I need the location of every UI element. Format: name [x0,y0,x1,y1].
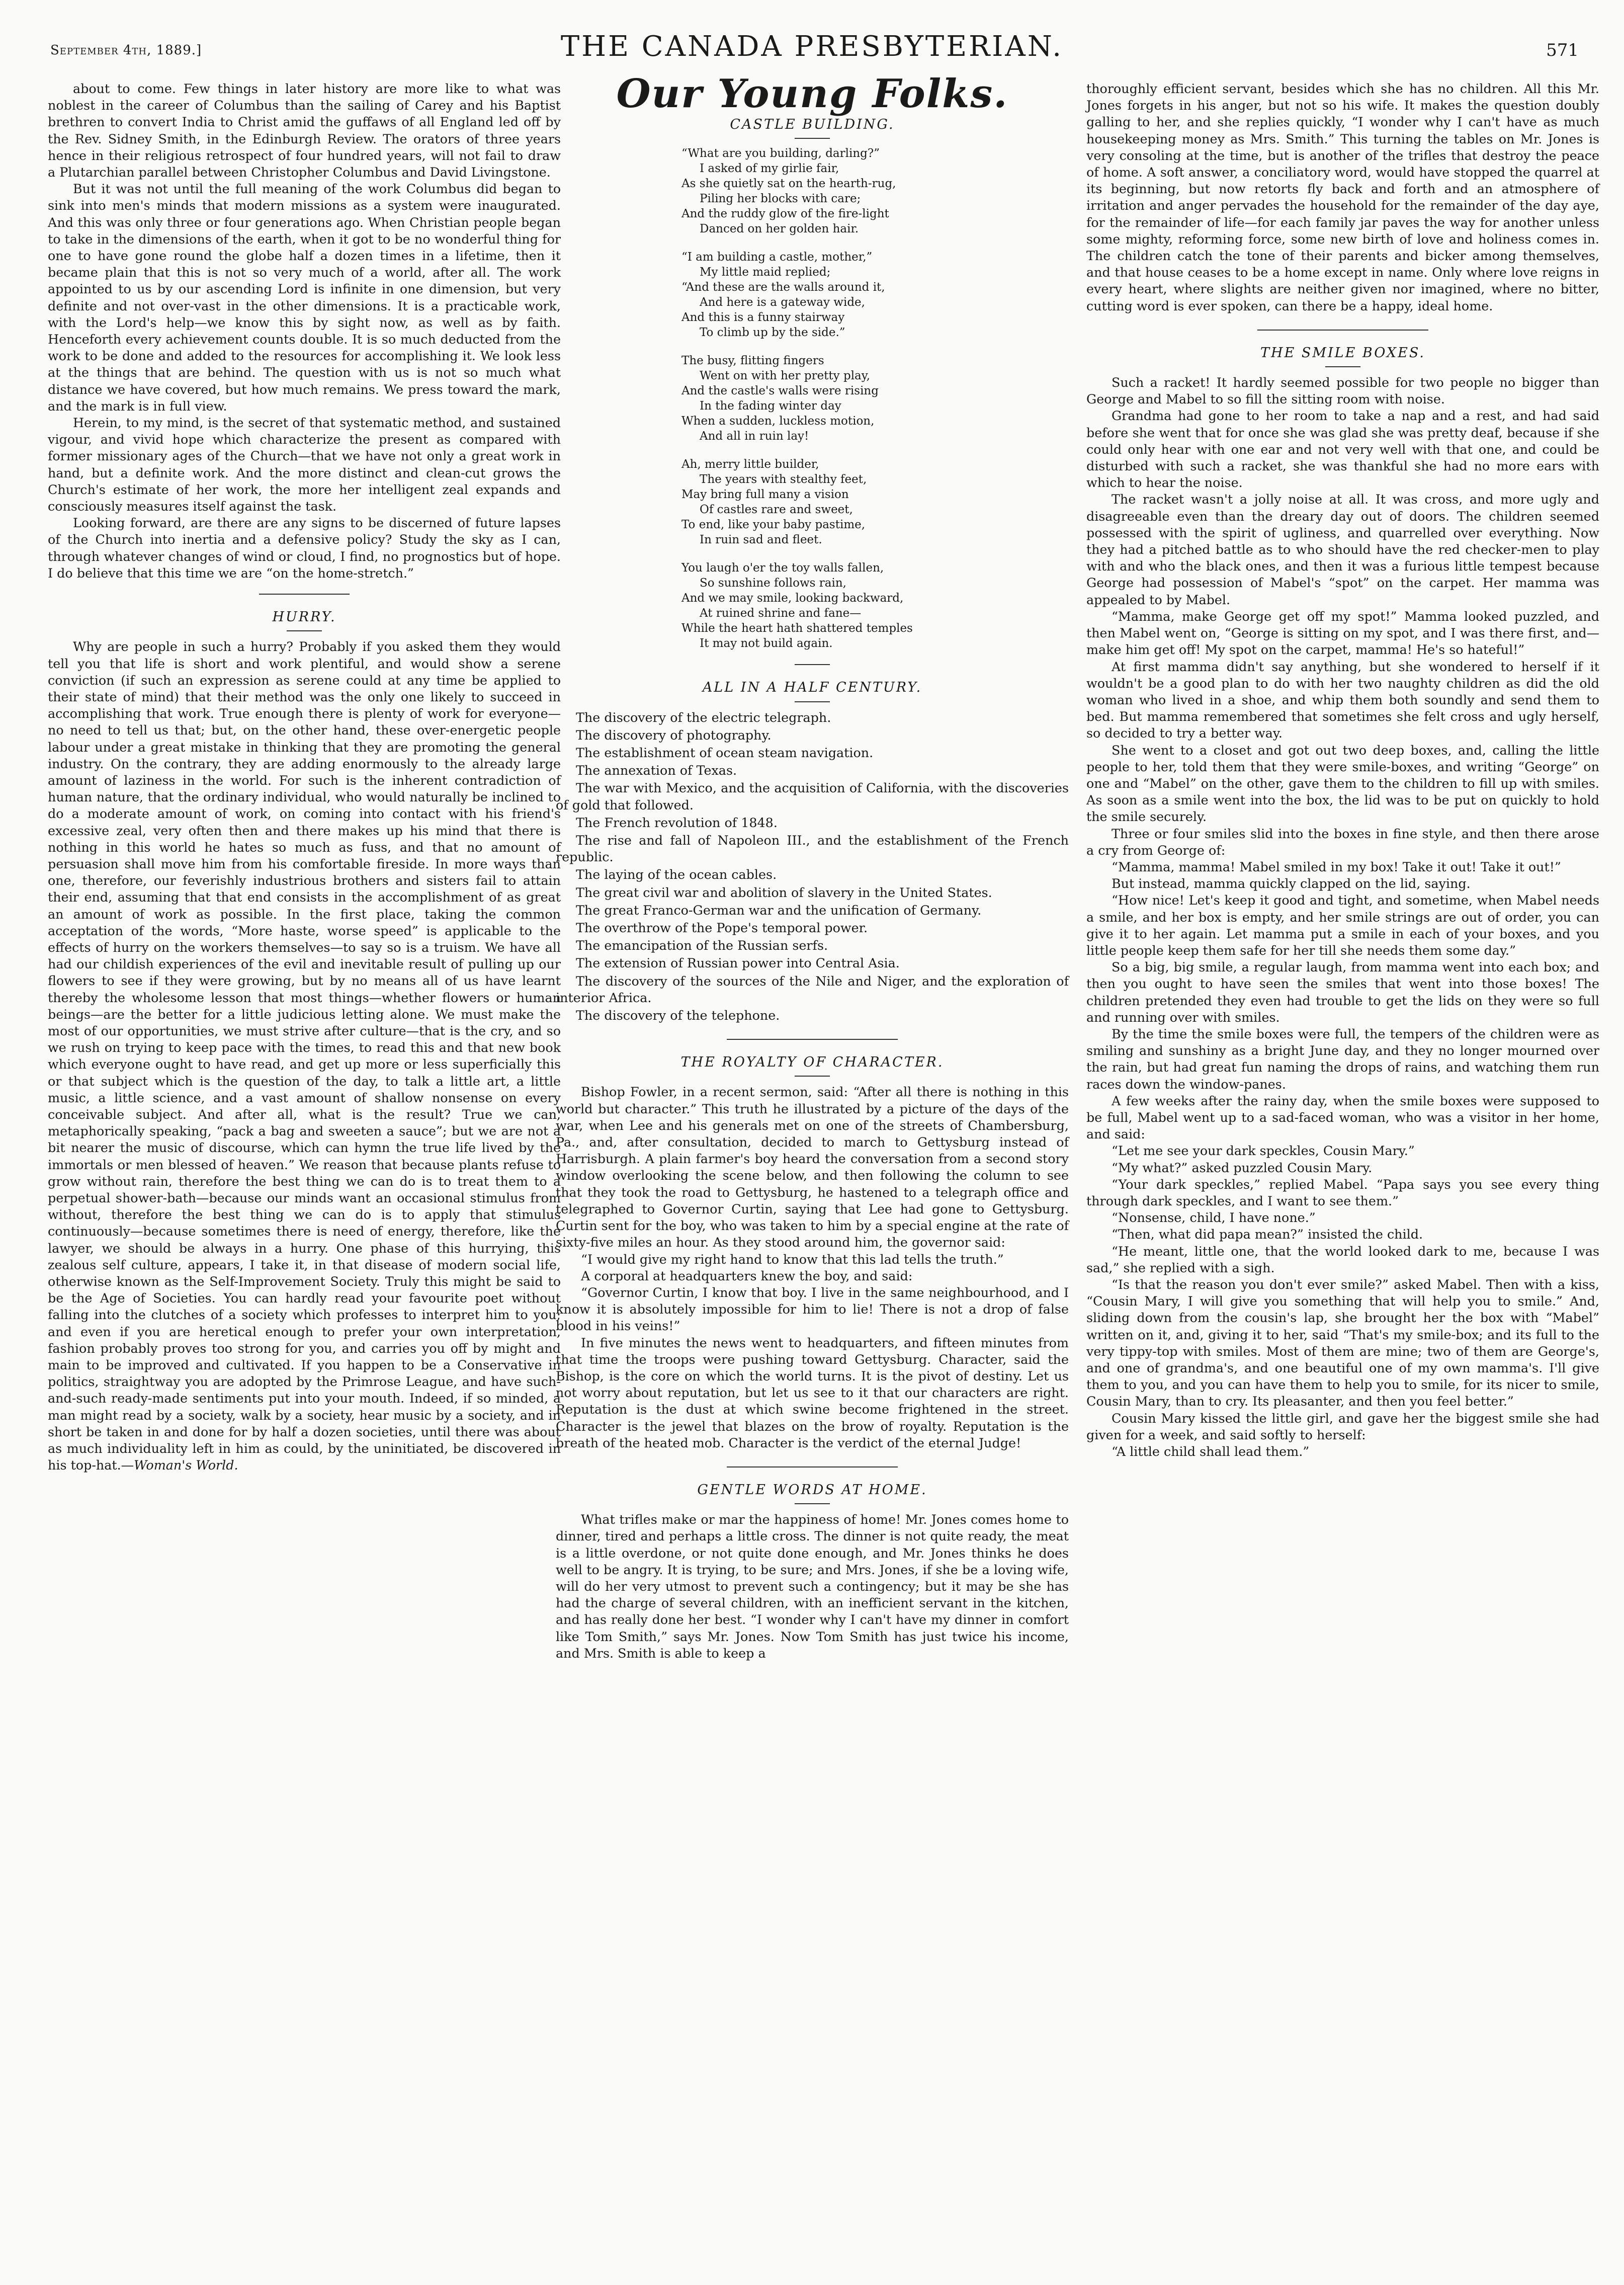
poem-line: The years with stealthy feet, [700,473,867,486]
poem-line: And we may smile, looking backward, [681,592,904,605]
list-item: The extension of Russian power into Central Asia. [576,955,900,971]
paragraph: By the time the smile boxes were full, the tempers of the children were as smiling and sunshiny as a bright June day, and they no longer mourned over the rain, but had great fun naming the drops of rains, and watching them run races down the window-panes. [1086,1026,1599,1092]
missions-article-continuation [48,80,561,582]
paragraph: Why are people in such a hurry? Probably if you asked them they would tell you that life is short and work plentiful, and would show a serene conviction (if such an expression as serene could at any time be applied to their state of mind) that their method was the only one likely to succeed in accomplishing that work. True enough there is plenty of work for everyone—no need to tell us that; but, on the other hand, these over-energetic people labour under a great mistake in thinking that they are promoting the general industry. On the contrary, they are adding enormously to the already large amount of laziness in the world. For such is the inherent contradiction of human nature, that the ordinary individual, who would naturally be inclined to do a moderate amount of work, on coming into contact with his friend's excessive zeal, very often then and there makes up his mind that there is nothing in this world he hates so much as fuss, and that no amount of persuasion shall move him from his comfortable fireside. In more ways than one, therefore, our feverishly industrious brothers and sisters fail to attain their end, assuming that that end consists in the accomplishment of as great an amount of work as possible. In the first place, taking the common acceptation of the words, “More haste, worse speed” is applicable to the effects of hurry on the workers themselves—to say so is a truism. We have all had our childish experiences of the evil and inevitable result of pulling up our flowers to see if they were growing, but by no means all of us have learnt thereby the wholesome lesson that most things—whether flowers or human beings—are the better for a little judicious letting alone. We must make the most of our opportunities, we must strive after culture—that is the cry, and so we rush on trying to keep pace with the times, to read this and that new book which everyone ought to have read, and get up more or less superficially this or that subject which is the question of the day, to talk a little art, a little music, a little science, and a vast amount of shallow nonsense on every conceivable subject. And after all, what is the result? True we can, metaphorically speaking, “pack a bag and sweeten a sauce”; but we are not a bit nearer the music of discourse, which can hymn the true life lived by the immortals or men blessed of heaven.” We reason that because plants refuse to grow without rain, therefore the best thing we can do is to treat them to a perpetual shower-bath—because our minds want an occasional stimulus from without, therefore the best thing we can do is to apply that stimulus continuously—because sometimes there is need of energy, therefore, like the lawyer, we should be always in a hurry. One phase of this hurrying, this zealous self culture, appears, I take it, in that disease of modern social life, otherwise known as the Self-Improvement Society. Truly this might be said to be the Age of Societies. You can hardly read your favourite poet without falling into the clutches of a society which professes to interpret him to you; and even if you are heretical enough to prefer your own interpretation, fashion probably proves too strong for you, and carries you off by might and main to be improved and cultivated. If you happen to be a Conservative in politics, straightway you are adopted by the Primrose League, and have such-and-such ready-made sentiments put into your mouth. Indeed, if so minded, a man might read by a society, walk by a society, hear music by a society, and in short be taken in and done for by half a dozen societies, until there was about as much individuality left in him as could, by the uninitiated, be discovered in his top-hat.—Woman's World. [48,639,561,1473]
poem-line: And all in ruin lay! [700,430,809,443]
poem-line: Went on with her pretty play, [700,369,871,383]
paragraph: about to come. Few things in later history are more like to what was noblest in the career of Columbus than the sailing of Carey and his Baptist brethren to convert India to Christ amid the guffaws of all England led off by the Rev. Sidney Smith, in the Edinburgh Review. The orators of three years hence in their religious retrospect of four hundred years, will not fail to draw a Plutarchian parallel between Christopher Columbus and David Livingstone. [48,81,561,180]
list-item: The laying of the ocean cables. [576,867,777,882]
half-century-list [556,709,1069,1024]
section-title-gentle: GENTLE WORDS AT HOME. [697,1482,927,1498]
list-item: The great civil war and abolition of slavery in the United States. [576,884,992,900]
paragraph: In five minutes the news went to headquarters, and fifteen minutes from that time the troops were pushing toward Gettysburg. Character, said the Bishop, is the core on which the world turns. It is the pivot of destiny. Let us not worry about reputation, but let us see to it that our characters are right. Reputation is the dust at which swine become frightened in the street. Character is the jewel that blazes on the brow of royalty. Reputation is the breath of the heated mob. Character is the verdict of the eternal Judge! [556,1335,1069,1450]
list-item: The emancipation of the Russian serfs. [576,938,828,953]
page-header [30,28,1594,68]
poem-stanza [681,146,1069,236]
list-item: The great Franco-German war and the unification of Germany. [576,902,982,918]
poem-line: “And these are the walls around it, [681,281,885,294]
smile-boxes-article [1086,374,1599,1460]
paragraph: Grandma had gone to her room to take a nap and a rest, and had said before she went that for once she was glad she was pretty deaf, because if she could only hear with one ear and not very well with that one, and could be disturbed with such a racket, she was thankful she had no more ears with which to hear the noise. [1086,408,1599,491]
list-item: The discovery of photography. [576,727,772,743]
title-rule [795,1503,830,1504]
paragraph: A few weeks after the rainy day, when the smile boxes were supposed to be full, Mabel went up to a sad-faced woman, who was a visitor in her home, and said: [1086,1093,1599,1142]
paragraph: “Nonsense, child, I have none.” [1112,1210,1316,1226]
title-rule [795,138,830,139]
poem-line: And here is a gateway wide, [700,296,865,309]
castle-building-poem [681,146,1069,651]
paragraph: A corporal at headquarters knew the boy, and said: [581,1268,913,1283]
paragraph: “My what?” asked puzzled Cousin Mary. [1112,1160,1373,1175]
paragraph: At first mamma didn't say anything, but she wondered to herself if it wouldn't be a good plan to do with her two naughty children as did the old woman who lived in a shoe, and whip them both soundly and send them to bed. But mamma remembered that sometimes she felt cross and ugly herself, so decided to try a better way. [1086,659,1599,741]
column-right [1086,80,1599,1460]
column-left [48,80,561,1474]
title-rule [795,664,830,665]
paragraph: “Your dark speckles,” replied Mabel. “Papa says you see every thing through dark speckles, and I want to see them.” [1086,1176,1599,1208]
gentle-words-article [556,1511,1069,1662]
list-item: The French revolution of 1848. [576,814,778,830]
gentle-words-continuation [1086,80,1599,314]
section-title-hurry: HURRY. [272,609,336,625]
section-title-royalty: THE ROYALTY OF CHARACTER. [680,1054,944,1071]
list-item: The discovery of the telephone. [576,1008,780,1023]
column-middle [556,71,1069,1662]
paragraph: “How nice! Let's keep it good and tight, and sometime, when Mabel needs a smile, and her box is empty, and her smile strings are out of order, you can give it to her again. Let mamma put a smile in each of your boxes, and you little people keep them safe for her till she needs them some day.” [1086,892,1599,958]
paragraph: “Then, what did papa mean?” insisted the child. [1112,1227,1423,1242]
section-title-century: ALL IN A HALF CENTURY. [702,680,922,696]
poem-line: In ruin sad and fleet. [700,533,822,547]
section-title-smile: THE SMILE BOXES. [1260,345,1425,361]
paragraph: Three or four smiles slid into the boxes in fine style, and then there arose a cry from George of: [1086,826,1599,858]
paragraph: “A little child shall lead them.” [1112,1444,1310,1459]
paragraph: “I would give my right hand to know that this lad tells the truth.” [581,1251,1004,1267]
title-rule [795,1076,830,1077]
paragraph: Bishop Fowler, in a recent sermon, said: “After all there is nothing in this world but character.” This truth he illustrated by a picture of the days of the war, when Lee and his generals met on one of the streets of Chambersburg, Pa., and, after consultation, decided to march to Gettysburg instead of Harrisburgh. A plain farmer's boy heard the conversation from a second story window overlooking the scene below, and then following the column to see that they took the road to Gettysburg, he hastened to a telegraph office and telegraphed to Governor Curtin, saying that Lee had gone to Gettysburg. Curtin sent for the boy, who was taken to him by a special engine at the rate of sixty-five miles an hour. As they stood around him, the governor said: [556,1084,1069,1250]
poem-line: The busy, flitting fingers [681,354,824,368]
poem-stanza [681,353,1069,444]
poem-line: Danced on her golden hair. [700,222,859,236]
royalty-article [556,1084,1069,1451]
poem-line: I asked of my girlie fair, [700,162,839,176]
list-item: The discovery of the sources of the Nile and Niger, and the exploration of interior Africa. [556,973,1069,1005]
section-divider [259,594,350,595]
section-divider [727,1466,898,1467]
section-divider [727,1039,898,1040]
article-source: Woman's World. [134,1457,238,1473]
paragraph: But it was not until the full meaning of the work Columbus did began to sink into men's minds that modern missions as a system were inaugurated. And this was only three or four generations ago. When Christian people began to take in the dimensions of the earth, when it got to be no wonderful thing for one to have gone round the globe half a dozen times in a lifetime, then it became plain that this is not so very much of a world, after all. The work appointed to us by our ascending Lord is infinite in one dimension, but very definite and not over-vast in the other dimensions. It is a practicable work, with the Lord's help—we know this by sight now, as well as by faith. Henceforth every achievement counts double. It is so much deducted from the work to be done and added to the resources for accomplishing it. We look less at the things that are behind. The question with us is not so much what distance we have covered, but how much remains. We press toward the mark, and the mark is in full view. [48,181,561,414]
paragraph: “Let me see your dark speckles, Cousin Mary.” [1112,1143,1415,1159]
poem-stanza [681,250,1069,340]
issue-date: September 4th, 1889.] [50,43,202,58]
poem-line: As she quietly sat on the hearth-rug, [681,177,896,191]
paragraph: “Mamma, make George get off my spot!” Mamma looked puzzled, and then Mabel went on, “George is sitting on my spot, and I was there first, and—make him get off! My spot on the carpet, mamma! He's so hateful!” [1086,608,1599,658]
poem-stanza [681,457,1069,547]
title-rule [287,630,322,631]
section-title-castle: CASTLE BUILDING. [730,117,895,133]
poem-line: In the fading winter day [700,399,841,413]
list-item: The establishment of ocean steam navigation. [576,745,874,761]
paragraph: “He meant, little one, that the world looked dark to me, because I was sad,” she replied with a sigh. [1086,1243,1599,1275]
poem-line: To climb up by the side.” [700,326,845,340]
poem-line: Of castles rare and sweet, [700,503,853,517]
section-divider [1257,330,1428,331]
poem-line: Ah, merry little builder, [681,458,819,471]
list-item: The overthrow of the Pope's temporal power. [576,920,868,936]
poem-line: So sunshine follows rain, [700,577,846,590]
paragraph: Cousin Mary kissed the little girl, and gave her the biggest smile she had given for a week, and said softly to herself: [1086,1410,1599,1442]
paragraph: Such a racket! It hardly seemed possible for two people no bigger than George and Mabel to so fill the sitting room with noise. [1086,375,1599,407]
poem-line: And this is a funny stairway [681,311,845,324]
poem-line: To end, like your baby pastime, [681,518,866,532]
poem-line: May bring full many a vision [681,488,849,502]
poem-stanza [681,560,1069,651]
list-item: The discovery of the electric telegraph. [576,709,831,725]
poem-line: And the ruddy glow of the fire-light [681,207,889,221]
title-rule [1325,366,1360,367]
poem-line: While the heart hath shattered temples [681,622,913,635]
poem-line: At ruined shrine and fane— [700,607,862,620]
paragraph: thoroughly efficient servant, besides which she has no children. All this Mr. Jones forgets in his anger, but not so his wife. It makes the question doubly galling to her, and she replies quickly, “I wonder why I can't have as much housekeeping money as Mrs. Smith.” This turning the tables on Mr. Jones is very consoling at the time, but is another of the trifles that destroy the peace of home. A soft answer, a conciliatory word, would have stopped the quarrel at its beginning, but now retorts fly back and forth and an atmosphere of irritation and anger pervades the household for the remainder of the day aye, for the remainder of life—for each family jar paves the way for another unless some mighty, reforming force, some new birth of love and holiness comes in. The children catch the tone of their parents and bicker among themselves, and that house ceases to be a home except in name. Only where love reigns in every heart, where slights are neither given nor imagined, where no bitter, cutting word is ever spoken, can there be a happy, ideal home. [1086,81,1599,313]
paragraph: So a big, big smile, a regular laugh, from mamma went into each box; and then you ought to have seen the smiles that went into those boxes! The children pretended they even had trouble to get the lids on they were so full and running over with smiles. [1086,959,1599,1025]
section-banner: Our Young Folks. [616,71,1008,117]
poem-line: “What are you building, darling?” [681,147,880,160]
list-item: The rise and fall of Napoleon III., and the establishment of the French republic. [556,833,1069,865]
paragraph: What trifles make or mar the happiness of home! Mr. Jones comes home to dinner, tired and perhaps a little cross. The dinner is not quite ready, the meat is a little overdone, or not quite done enough, and Mr. Jones thinks he does well to be angry. It is trying, to be sure; and Mrs. Jones, if she be a loving wife, will do her very utmost to prevent such a contingency; but it may be she has had the charge of several children, with an inefficient servant in the kitchen, and has really done her best. “I wonder why I can't have my dinner in comfort like Tom Smith,” says Mr. Jones. Now Tom Smith has just twice his income, and Mrs. Smith is able to keep a [556,1512,1069,1661]
poem-line: And the castle's walls were rising [681,384,879,398]
poem-line: My little maid replied; [700,266,831,279]
poem-line: You laugh o'er the toy walls fallen, [681,561,884,575]
paragraph: She went to a closet and got out two deep boxes, and, calling the little people to her, told them that they were smile-boxes, and writing “George” on one and “Mabel” on the other, gave them to the children to fill up with smiles. As soon as a smile went into the box, the lid was to be put on quickly to hold the smile securely. [1086,742,1599,825]
paragraph: “Governor Curtin, I know that boy. I live in the same neighbourhood, and I know it is absolutely impossible for him to lie! There is not a drop of false blood in his veins!” [556,1284,1069,1334]
paragraph: But instead, mamma quickly clapped on the lid, saying. [1112,876,1471,891]
page-number: 571 [1546,40,1579,60]
title-rule [795,701,830,702]
paragraph: Herein, to my mind, is the secret of that systematic method, and sustained vigour, and vivid hope which characterize the present as compared with former missionary ages of the Church—that we have not only a great work in hand, but a definite work. And the more distinct and clean-cut grows the Church's estimate of her work, the more her intelligent zeal expands and consciously measures itself against the task. [48,415,561,514]
poem-line: Piling her blocks with care; [700,192,861,206]
paragraph: “Is that the reason you don't ever smile?” asked Mabel. Then with a kiss, “Cousin Mary, I will give you something that will help you to smile.” And, sliding down from the cousin's lap, she brought her the box with “Mabel” written on it, and, giving it to her, said “That's my smile-box; and its full to the very tippy-top with smiles. Most of them are mine; two of them are George's, and one of grandma's, and one beautiful one of my own mamma's. I'll give them to you, and you can have them to help you to smile, for its nicer to smile, Cousin Mary, than to cry. Its pleasanter, and then you feel better.” [1086,1277,1599,1409]
hurry-article [48,638,561,1474]
poem-line: When a sudden, luckless motion, [681,415,875,428]
poem-line: It may not build again. [700,637,833,650]
paragraph: “Mamma, mamma! Mabel smiled in my box! Take it out! Take it out!” [1112,859,1561,874]
paragraph: Looking forward, are there are any signs to be discerned of future lapses of the Church into inertia and a defensive policy? Study the sky as I can, through whatever changes of wind or cloud, I find, no prognostics but of hope. I do believe that this time we are “on the home-stretch.” [48,515,561,581]
poem-line: “I am building a castle, mother,” [681,251,873,264]
paragraph: The racket wasn't a jolly noise at all. It was cross, and more ugly and disagreeable even than the dreary day out of doors. The children seemed possessed with the spirit of ugliness, and quarrelled over everything. Now they had a pitched battle as to who should have the red checker-men to play with and who the black ones, and then it was a furious little tempest because George had possession of Mabel's “spot” on the carpet. Her mamma was appealed to by Mabel. [1086,492,1599,607]
list-item: The war with Mexico, and the acquisition of California, with the discoveries of gold that followed. [556,780,1069,812]
list-item: The annexation of Texas. [576,763,737,778]
masthead: THE CANADA PRESBYTERIAN. [560,30,1064,63]
